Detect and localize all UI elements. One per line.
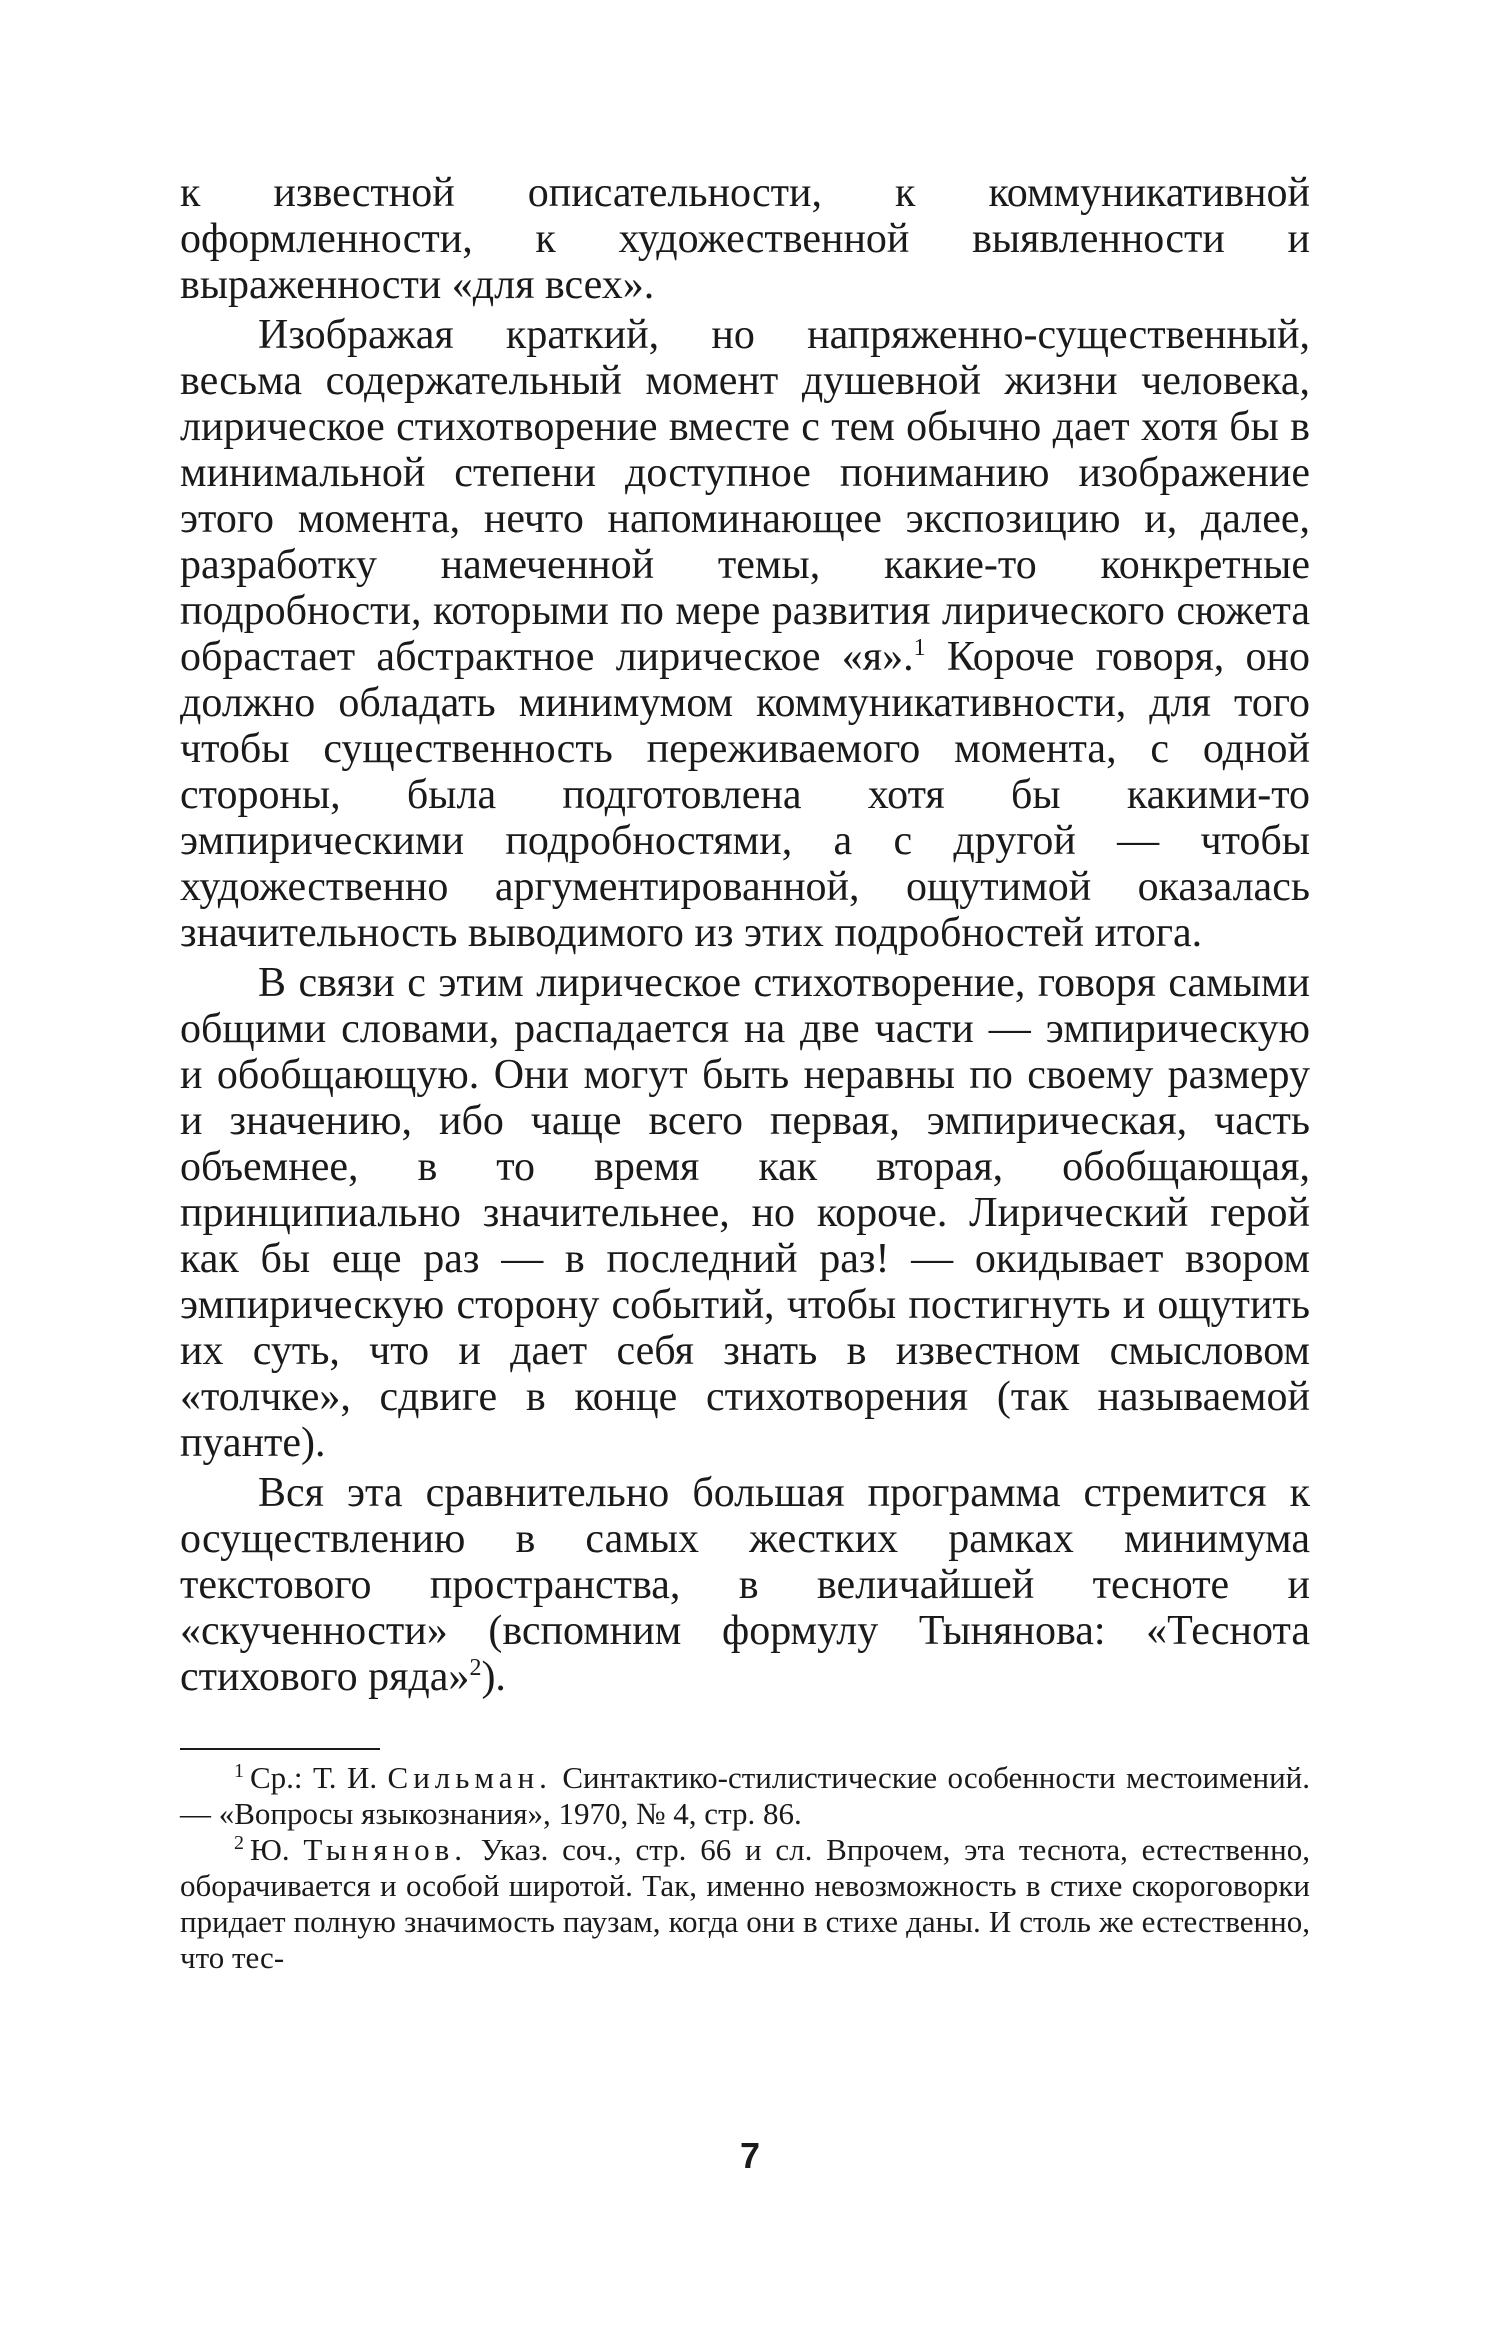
footnote-ref-2: 2	[469, 1655, 482, 1681]
footnote-2-number: 2	[234, 1831, 244, 1854]
footnote-2-prefix: Ю.	[250, 1832, 304, 1867]
main-text	[180, 170, 1310, 1700]
page-content	[180, 170, 1310, 1976]
paragraph-1	[180, 170, 1310, 308]
footnote-divider	[180, 1748, 380, 1750]
page-number: 7	[739, 2135, 761, 2176]
footnote-2-text: Указ. соч., стр. 66 и сл. Впрочем, эта теснота, естественно, оборачивается и особой широтой. Так, именно невозможность в стихе скороговорки придает полную значимость паузам, когда они в стихе даны. И столь же естественно, что тес-	[180, 1832, 1310, 1975]
paragraph-2-text-a: Изображая краткий, но напряженно-существенный, весьма содержательный момент душевной жизни человека, лирическое стихотворение вместе с тем обычно дает хотя бы в минимальной степени доступное пониманию изображение этого момента, нечто напоминающее экспозицию и, далее, разработку намеченной темы, какие-то конкретные подробности, которыми по мере развития лирического сюжета обрастает абстрактное лирическое «я».	[180, 312, 1310, 680]
footnote-1	[180, 1760, 1310, 1832]
footnote-ref-1: 1	[913, 635, 926, 661]
footnotes	[180, 1760, 1310, 1976]
footnote-1-prefix: Ср.: Т. И.	[250, 1760, 388, 1795]
footnote-1-number: 1	[234, 1759, 244, 1782]
paragraph-4-text-b: ).	[481, 1654, 506, 1700]
paragraph-2	[180, 312, 1310, 956]
footnote-2	[180, 1832, 1310, 1976]
paragraph-1-text: к известной описательности, к коммуникативной оформленности, к художественной выявленности и выраженности «для всех».	[180, 170, 1310, 308]
paragraph-2-text-b: Короче говоря, оно должно обладать минимумом коммуникативности, для того чтобы существенность переживаемого момента, с одной стороны, была подготовлена хотя бы какими-то эмпирическими подробностями, а с другой — чтобы художественно аргументированной, ощутимой оказалась значительность выводимого из этих подробностей итога.	[180, 634, 1311, 956]
paragraph-3	[180, 960, 1310, 1466]
footnote-1-author: Сильман.	[387, 1760, 552, 1795]
paragraph-3-text: В связи с этим лирическое стихотворение, говоря самыми общими словами, распадается на две части — эмпирическую и обобщающую. Они могут быть неравны по своему размеру и значению, ибо чаще всего первая, эмпирическая, часть объемнее, в то время как вторая, обобщающая, принципиально значительнее, но короче. Лирический герой как бы еще раз — в последний раз! — окидывает взором эмпирическую сторону событий, чтобы постигнуть и ощутить их суть, что и дает себя знать в известном смысловом «толчке», сдвиге в конце стихотворения (так называемой пуанте).	[180, 960, 1310, 1466]
paragraph-4	[180, 1470, 1310, 1700]
footnote-1-text: Синтактико-стилистические особенности местоимений. — «Вопросы языкознания», 1970, № 4, стр. 86.	[180, 1760, 1310, 1831]
footnote-2-author: Тынянов.	[303, 1832, 467, 1867]
paragraph-4-text-a: Вся эта сравнительно большая программа стремится к осуществлению в самых жестких рамках минимума текстового пространства, в величайшей тесноте и «скученности» (вспомним формулу Тынянова: «Теснота стихового ряда»	[180, 1470, 1310, 1700]
